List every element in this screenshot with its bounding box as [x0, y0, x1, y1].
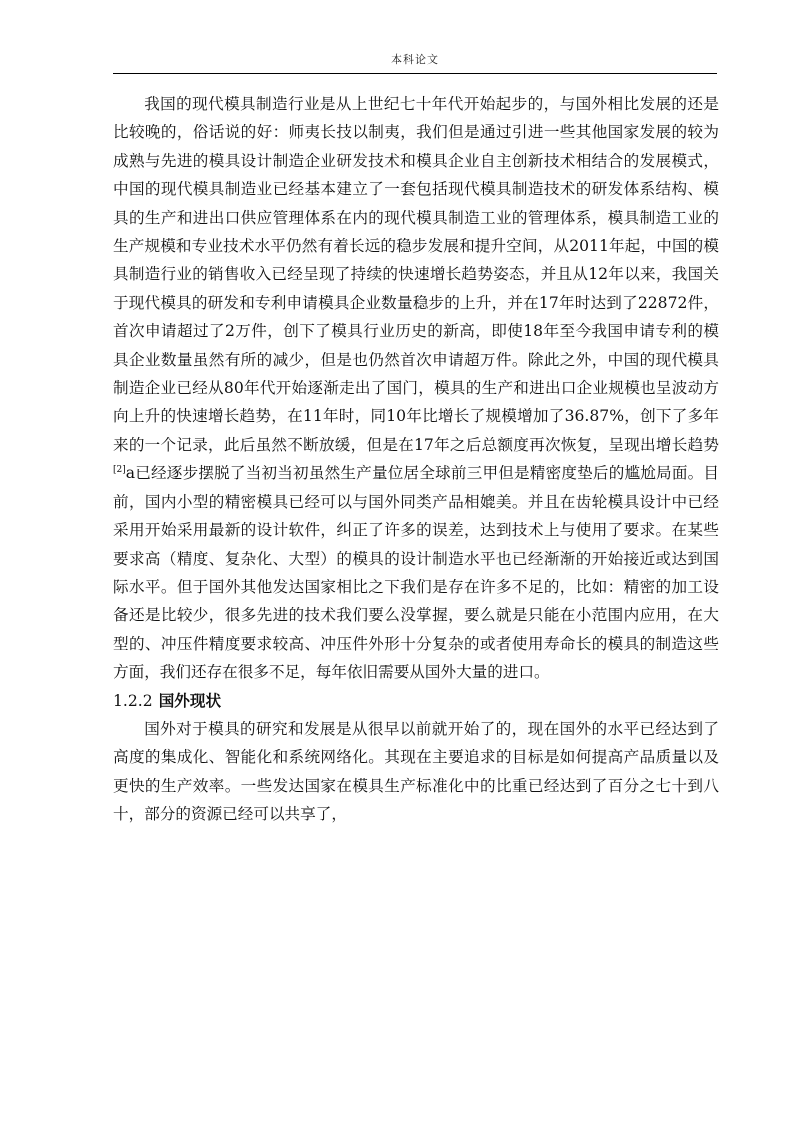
page-header [113, 52, 717, 74]
paragraph-text-part1: 我国的现代模具制造行业是从上世纪七十年代开始起步的，与国外相比发展的还是比较晚的，俗话说的好：师夷长技以制夷，我们但是通过引进一些其他国家发展的较为成熟与先进的模具设计制造企业研发技术和模具企业自主创新技术相结合的发展模式，中国的现代模具制造业已经基本建立了一套包括现代模具制造技术的研发体系结构、模具的生产和进出口供应管理体系在内的现代模具制造工业的管理体系，模具制造工业的生产规模和专业技术水平仍然有着长远的稳步发展和提升空间，从2011年起，中国的模具制造行业的销售收入已经呈现了持续的快速增长趋势姿态，并且从12年以来，我国关于现代模具的研发和专利申请模具企业数量稳步的上升，并在17年时达到了22872件，首次申请超过了2万件，创下了模具行业历史的新高，即使18年至今我国申请专利的模具企业数量虽然有所的减少，但是也仍然首次申请超万件。除此之外，中国的现代模具制造企业已经从80年代开始逐渐走出了国门，模具的生产和进出口企业规模也呈波动方向上升的快速增长趋势，在11年时，同10年比增长了规模增加了36.87%，创下了多年来的一个记录，此后虽然不断放缓，但是在17年之后总额度再次恢复，呈现出增长趋势 [113, 95, 719, 454]
paragraph-text-part2: a已经逐步摆脱了当初当初虽然生产量位居全球前三甲但是精密度垫后的尴尬局面。目前，国内小型的精密模具已经可以与国外同类产品相媲美。并且在齿轮模具设计中已经采用开始采用最新的设计软件，纠正了许多的误差，达到技术上与使用了要求。在某些要求高（精度、复杂化、大型）的模具的设计制造水平也已经渐渐的开始接近或达到国际水平。但于国外其他发达国家相比之下我们是存在许多不足的，比如：精密的加工设备还是比较少，很多先进的技术我们要么没掌握，要么就是只能在小范围内应用，在大型的、冲压件精度要求较高、冲压件外形十分复杂的或者使用寿命长的模具的制造这些方面，我们还存在很多不足，每年依旧需要从国外大量的进口。 [113, 464, 719, 682]
section-heading [113, 687, 719, 715]
section-title: 国外现状 [158, 691, 222, 710]
section-number: 1.2.2 [113, 691, 153, 710]
paragraph-foreign-status: 国外对于模具的研究和发展是从很早以前就开始了的，现在国外的水平已经达到了高度的集成化、智能化和系统网络化。其现在主要追求的目标是如何提高产品质量以及更快的生产效率。一些发达国家在模具生产标准化中的比重已经达到了百分之七十到八十，部分的资源已经可以共享了， [113, 719, 719, 824]
citation-reference: [2] [113, 465, 126, 476]
document-body [113, 90, 719, 829]
header-title: 本科论文 [391, 53, 439, 66]
paragraph-domestic-status [113, 90, 719, 687]
